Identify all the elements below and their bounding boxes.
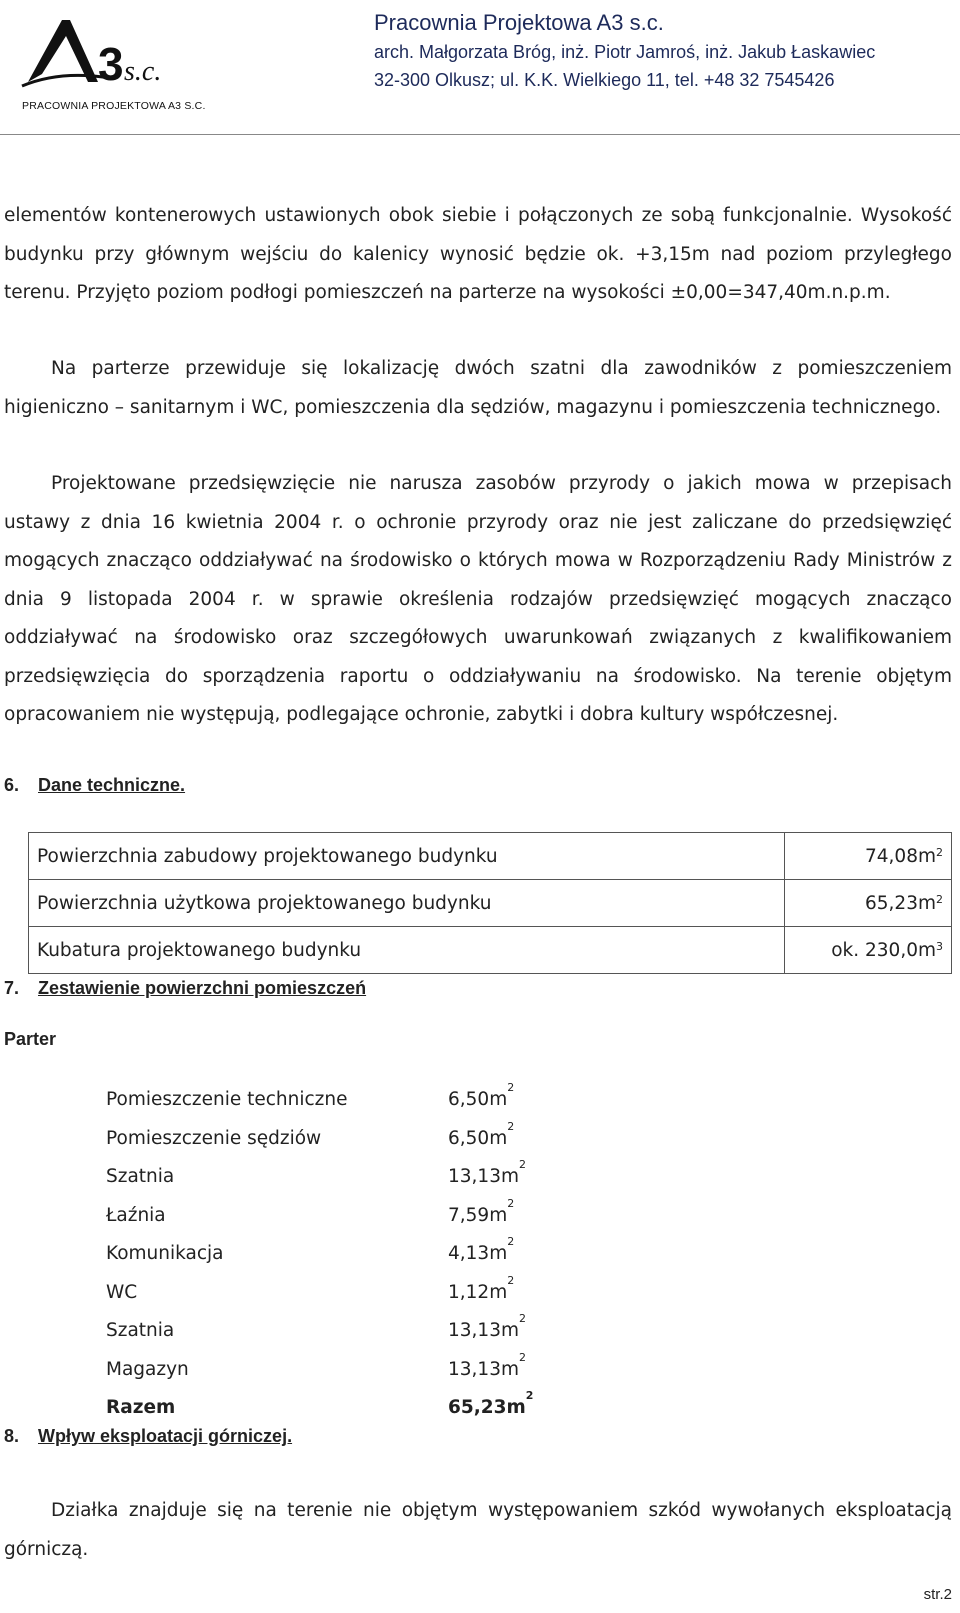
svg-text:3: 3: [98, 38, 124, 90]
floor-label: Parter: [4, 1029, 57, 1049]
unit-exponent: 2: [936, 892, 943, 906]
list-item: [106, 1274, 533, 1313]
rooms-list: [106, 1081, 533, 1428]
room-area: 65,23m: [448, 1397, 526, 1418]
tech-value: [785, 927, 952, 974]
section-6-heading: [4, 775, 185, 796]
technical-data-table: [28, 832, 952, 974]
unit-exponent: 2: [518, 1158, 526, 1171]
room-name: WC: [106, 1281, 138, 1303]
unit-exponent: 2: [518, 1350, 526, 1364]
unit-exponent: 2: [507, 1273, 515, 1287]
header-divider: [0, 134, 960, 135]
section-title: Dane techniczne.: [38, 775, 186, 795]
room-area: 1,12m: [448, 1281, 508, 1303]
list-item: [106, 1351, 533, 1390]
list-item: [106, 1235, 533, 1274]
list-item: [106, 1158, 533, 1197]
room-area: 13,13m: [448, 1358, 519, 1380]
company-authors: arch. Małgorzata Bróg, inż. Piotr Jamroś, inż. Jakub Łaskawiec: [374, 42, 876, 62]
section-8-heading: [4, 1426, 292, 1447]
tech-value-number: ok. 230,0m: [831, 939, 936, 961]
section-title: Zestawienie powierzchni pomieszczeń: [38, 978, 367, 998]
room-name: Pomieszczenie sędziów: [106, 1127, 322, 1149]
room-area: 6,50m: [448, 1127, 508, 1149]
tech-value: [785, 833, 952, 880]
list-item: [106, 1312, 533, 1351]
page-number: str.2: [923, 1586, 952, 1603]
unit-exponent: 2: [525, 1389, 534, 1402]
company-name: Pracownia Projektowa A3 s.c.: [374, 10, 664, 35]
tech-label: Kubatura projektowanego budynku: [29, 927, 785, 974]
unit-exponent: 2: [936, 845, 943, 859]
list-item: [106, 1197, 533, 1236]
room-area: 4,13m: [448, 1243, 508, 1264]
room-name: Magazyn: [106, 1358, 189, 1380]
tech-value-number: 65,23m: [865, 892, 936, 914]
list-item: [106, 1120, 533, 1159]
list-item: [106, 1081, 533, 1120]
unit-exponent: 2: [518, 1312, 526, 1325]
unit-exponent: 2: [507, 1081, 515, 1094]
table-row: [29, 927, 952, 974]
room-name: Szatnia: [106, 1320, 175, 1341]
room-total: [106, 1389, 533, 1428]
svg-text:s.c.: s.c.: [124, 56, 162, 87]
paragraph-building-height: elementów kontenerowych ustawionych obok siebie i połączonych ze sobą funkcjonalnie. Wysokość budynku przy głównym wejściu do kalenicy wynosić będzie ok. +3,15m nad poziom przyległego terenu. Przyjęto poziom podłogi pomieszczeń na parterze na wysokości ±0,00=347,40m.n.p.m.: [4, 205, 952, 303]
room-area: 13,13m: [448, 1320, 519, 1341]
tech-value: [785, 880, 952, 927]
unit-exponent: 2: [507, 1119, 515, 1133]
page-header: [0, 0, 960, 135]
section-7-heading: [4, 978, 366, 999]
room-name: Szatnia: [106, 1166, 175, 1187]
section-title: Wpływ eksploatacji górniczej.: [38, 1426, 293, 1446]
room-name: Razem: [106, 1397, 176, 1418]
unit-exponent: 2: [507, 1235, 515, 1248]
room-name: Pomieszczenie techniczne: [106, 1089, 348, 1110]
room-area: 7,59m: [448, 1204, 508, 1226]
section-number: 6.: [4, 775, 20, 795]
paragraph-mining: Działka znajduje się na terenie nie objętym występowaniem szkód wywołanych eksploatacją górniczą.: [4, 1500, 952, 1560]
room-name: Łaźnia: [106, 1204, 166, 1226]
tech-label: Powierzchnia zabudowy projektowanego budynku: [29, 833, 785, 880]
tech-label: Powierzchnia użytkowa projektowanego budynku: [29, 880, 785, 927]
paragraph-ground-floor: Na parterze przewiduje się lokalizację dwóch szatni dla zawodników z pomieszczeniem higieniczno – sanitarnym i WC, pomieszczenia dla sędziów, magazynu i pomieszczenia technicznego.: [4, 358, 952, 418]
room-name: Komunikacja: [106, 1243, 224, 1264]
company-address: 32-300 Olkusz; ul. K.K. Wielkiego 11, tel. +48 32 7545426: [374, 70, 835, 90]
unit-exponent: 2: [507, 1196, 515, 1210]
logo-subtitle: PRACOWNIA PROJEKTOWA A3 S.C.: [22, 100, 206, 112]
room-area: 6,50m: [448, 1089, 508, 1110]
section-number: 7.: [4, 978, 20, 998]
unit-exponent: 3: [936, 939, 943, 953]
table-row: [29, 833, 952, 880]
room-area: 13,13m: [448, 1166, 519, 1187]
paragraph-environment: Projektowane przedsięwzięcie nie narusza zasobów przyrody o jakich mowa w przepisach ustawy z dnia 16 kwietnia 2004 r. o ochronie przyrody oraz nie jest zaliczane do przedsięwzięć mogących znacząco oddziaływać na środowisko o których mowa w Rozporządzeniu Rady Ministrów z dnia 9 listopada 2004 r. w sprawie określenia rodzajów przedsięwzięć mogących znacząco oddziaływać na środowisko oraz szczegółowych uwarunkowań związanych z kwalifikowaniem przedsięwzięcia do sporządzenia raportu o oddziaływaniu na środowisko. Na terenie objętym opracowaniem nie występują, podlegające ochronie, zabytki i dobra kultury współczesnej.: [4, 473, 952, 725]
table-row: [29, 880, 952, 927]
tech-value-number: 74,08m: [865, 845, 936, 867]
section-number: 8.: [4, 1426, 20, 1446]
